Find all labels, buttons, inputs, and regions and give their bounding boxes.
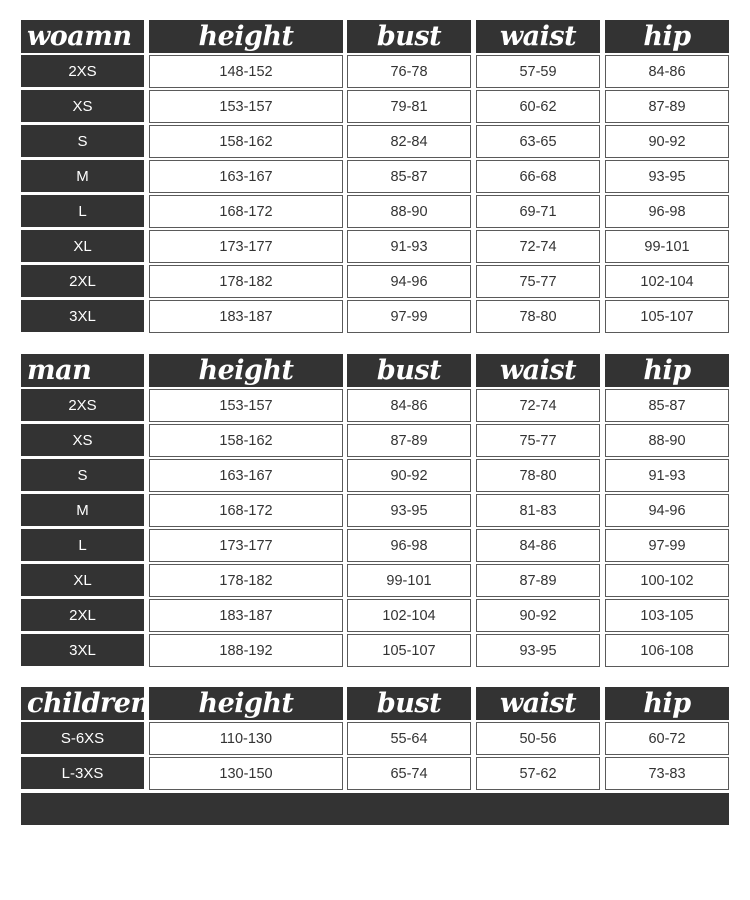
height-cell: 148-152: [149, 55, 343, 88]
waist-cell: 87-89: [476, 564, 600, 597]
women-size-table: [21, 20, 729, 335]
height-cell: 183-187: [149, 300, 343, 333]
waist-cell: 81-83: [476, 494, 600, 527]
hip-cell: 102-104: [605, 265, 729, 298]
table-row: [21, 195, 729, 230]
bust-cell: 76-78: [347, 55, 471, 88]
children-size-table: [21, 687, 729, 792]
size-label: S-6XS: [21, 722, 144, 754]
header-bust: bust: [347, 20, 471, 53]
hip-cell: 103-105: [605, 599, 729, 632]
hip-cell: 100-102: [605, 564, 729, 597]
size-label: XS: [21, 424, 144, 456]
waist-cell: 50-56: [476, 722, 600, 755]
waist-cell: 69-71: [476, 195, 600, 228]
bust-cell: 93-95: [347, 494, 471, 527]
waist-cell: 84-86: [476, 529, 600, 562]
hip-cell: 90-92: [605, 125, 729, 158]
table-row: [21, 757, 729, 792]
bust-cell: 87-89: [347, 424, 471, 457]
height-cell: 153-157: [149, 90, 343, 123]
waist-cell: 63-65: [476, 125, 600, 158]
hip-cell: 94-96: [605, 494, 729, 527]
hip-cell: 84-86: [605, 55, 729, 88]
hip-cell: 88-90: [605, 424, 729, 457]
table-row: [21, 459, 729, 494]
hip-cell: 99-101: [605, 230, 729, 263]
bust-cell: 96-98: [347, 529, 471, 562]
table-row: [21, 160, 729, 195]
table-row: [21, 634, 729, 669]
hip-cell: 97-99: [605, 529, 729, 562]
header-waist: waist: [476, 354, 600, 387]
table-row: [21, 389, 729, 424]
size-label: XS: [21, 90, 144, 122]
hip-cell: 73-83: [605, 757, 729, 790]
table-header-row: [21, 354, 729, 389]
header-hip: hip: [605, 354, 729, 387]
height-cell: 158-162: [149, 125, 343, 158]
bust-cell: 65-74: [347, 757, 471, 790]
hip-cell: 60-72: [605, 722, 729, 755]
height-cell: 158-162: [149, 424, 343, 457]
waist-cell: 57-62: [476, 757, 600, 790]
header-category: man: [21, 354, 144, 387]
waist-cell: 93-95: [476, 634, 600, 667]
table-row: [21, 90, 729, 125]
bust-cell: 105-107: [347, 634, 471, 667]
bust-cell: 102-104: [347, 599, 471, 632]
size-label: 2XS: [21, 389, 144, 421]
header-waist: waist: [476, 20, 600, 53]
size-label: XL: [21, 564, 144, 596]
table-header-row: [21, 20, 729, 55]
header-waist: waist: [476, 687, 600, 720]
table-row: [21, 494, 729, 529]
size-label: 3XL: [21, 300, 144, 332]
height-cell: 183-187: [149, 599, 343, 632]
table-row: [21, 55, 729, 90]
waist-cell: 75-77: [476, 424, 600, 457]
size-label: M: [21, 494, 144, 526]
height-cell: 188-192: [149, 634, 343, 667]
height-cell: 153-157: [149, 389, 343, 422]
hip-cell: 106-108: [605, 634, 729, 667]
size-label: 2XL: [21, 265, 144, 297]
header-category: children: [21, 687, 144, 720]
bust-cell: 79-81: [347, 90, 471, 123]
header-height: height: [149, 354, 343, 387]
size-label: M: [21, 160, 144, 192]
bust-cell: 91-93: [347, 230, 471, 263]
table-row: [21, 125, 729, 160]
men-size-table: [21, 354, 729, 669]
waist-cell: 72-74: [476, 230, 600, 263]
height-cell: 163-167: [149, 160, 343, 193]
height-cell: 178-182: [149, 265, 343, 298]
height-cell: 130-150: [149, 757, 343, 790]
size-label: L: [21, 529, 144, 561]
bust-cell: 55-64: [347, 722, 471, 755]
table-row: [21, 265, 729, 300]
hip-cell: 91-93: [605, 459, 729, 492]
table-row: [21, 424, 729, 459]
header-height: height: [149, 20, 343, 53]
waist-cell: 60-62: [476, 90, 600, 123]
table-row: [21, 722, 729, 757]
table-row: [21, 599, 729, 634]
footer-bar: [21, 793, 729, 825]
size-label: S: [21, 459, 144, 491]
hip-cell: 105-107: [605, 300, 729, 333]
table-row: [21, 230, 729, 265]
height-cell: 163-167: [149, 459, 343, 492]
height-cell: 178-182: [149, 564, 343, 597]
waist-cell: 90-92: [476, 599, 600, 632]
height-cell: 168-172: [149, 494, 343, 527]
bust-cell: 84-86: [347, 389, 471, 422]
height-cell: 168-172: [149, 195, 343, 228]
bust-cell: 94-96: [347, 265, 471, 298]
waist-cell: 75-77: [476, 265, 600, 298]
header-hip: hip: [605, 20, 729, 53]
header-bust: bust: [347, 687, 471, 720]
size-label: 2XL: [21, 599, 144, 631]
waist-cell: 57-59: [476, 55, 600, 88]
size-label: XL: [21, 230, 144, 262]
hip-cell: 87-89: [605, 90, 729, 123]
waist-cell: 66-68: [476, 160, 600, 193]
waist-cell: 78-80: [476, 300, 600, 333]
bust-cell: 99-101: [347, 564, 471, 597]
waist-cell: 72-74: [476, 389, 600, 422]
hip-cell: 93-95: [605, 160, 729, 193]
hip-cell: 96-98: [605, 195, 729, 228]
height-cell: 110-130: [149, 722, 343, 755]
table-row: [21, 564, 729, 599]
header-hip: hip: [605, 687, 729, 720]
bust-cell: 82-84: [347, 125, 471, 158]
header-bust: bust: [347, 354, 471, 387]
size-label: 3XL: [21, 634, 144, 666]
size-label: S: [21, 125, 144, 157]
waist-cell: 78-80: [476, 459, 600, 492]
bust-cell: 85-87: [347, 160, 471, 193]
height-cell: 173-177: [149, 529, 343, 562]
hip-cell: 85-87: [605, 389, 729, 422]
height-cell: 173-177: [149, 230, 343, 263]
bust-cell: 88-90: [347, 195, 471, 228]
bust-cell: 97-99: [347, 300, 471, 333]
table-row: [21, 529, 729, 564]
size-label: L-3XS: [21, 757, 144, 789]
bust-cell: 90-92: [347, 459, 471, 492]
header-category: woamn: [21, 20, 144, 53]
header-height: height: [149, 687, 343, 720]
size-label: 2XS: [21, 55, 144, 87]
table-header-row: [21, 687, 729, 722]
size-label: L: [21, 195, 144, 227]
table-row: [21, 300, 729, 335]
